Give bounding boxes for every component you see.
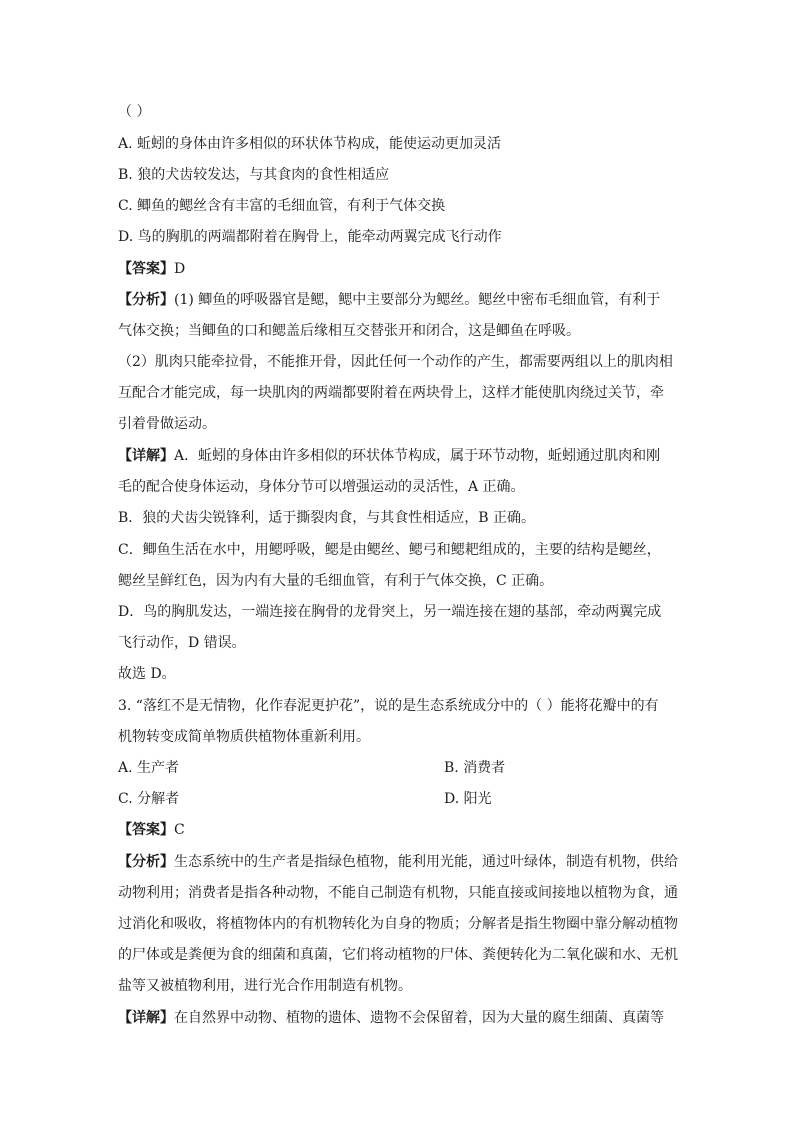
option-c: C. 分解者 — [118, 791, 180, 807]
analysis-line — [118, 853, 678, 871]
answer-value: C — [174, 822, 185, 838]
analysis-text: 过消化和吸收，将植物体内的有机物转化为自身的物质；分解者是指生物圈中靠分解动植物 — [118, 916, 678, 932]
analysis-line — [118, 291, 660, 309]
option-b: B. 消费者 — [444, 760, 506, 776]
analysis-text: 生态系统中的生产者是指绿色植物，能利用光能，通过叶绿体，制造有机物，供给 — [174, 854, 678, 870]
detail-label: 【详解】 — [118, 448, 174, 464]
answer-line — [118, 260, 185, 278]
detail-text: C．鲫鱼生活在水中，用鳃呼吸，鳃是由鳃丝、鳃弓和鳃耙组成的，主要的结构是鳃丝， — [118, 542, 661, 558]
analysis-text: 互配合才能完成，每一块肌肉的两端都要附着在两块骨上，这样才能使肌肉绕过关节，牵 — [118, 385, 664, 401]
question-stem: 3. “落红不是无情物，化作春泥更护花”，说的是生态系统成分中的（ ）能将花瓣中的有 — [118, 698, 659, 714]
analysis-text: 盐等又被植物利用，进行光合作用制造有机物。 — [118, 978, 412, 994]
detail-label: 【详解】 — [118, 1010, 174, 1026]
analysis-text: 引着骨做运动。 — [118, 416, 216, 432]
answer-line — [118, 821, 185, 839]
option-d: D. 阳光 — [444, 791, 492, 807]
option-c: C. 鲫鱼的鳃丝含有丰富的毛细血管，有利于气体交换 — [118, 198, 446, 214]
detail-text: 毛的配合使身体运动，身体分节可以增强运动的灵活性，A 正确。 — [118, 479, 525, 495]
detail-text: D．鸟的胸肌发达，一端连接在胸骨的龙骨突上，另一端连接在翅的基部，牵动两翼完成 — [118, 604, 662, 620]
analysis-label: 【分析】 — [118, 292, 174, 308]
detail-text: A．蚯蚓的身体由许多相似的环状体节构成，属于环节动物，蚯蚓通过肌肉和刚 — [174, 448, 661, 464]
detail-text: 在自然界中动物、植物的遗体、遗物不会保留着，因为大量的腐生细菌、真菌等 — [174, 1010, 664, 1026]
analysis-text: 气体交换；当鲫鱼的口和鳃盖后缘相互交替张开和闭合，这是鲫鱼在呼吸。 — [118, 323, 580, 339]
analysis-text: (1) 鲫鱼的呼吸器官是鳃，鳃中主要部分为鳃丝。鳃丝中密布毛细血管，有利于 — [174, 292, 661, 308]
conclusion: 故选 D。 — [118, 666, 176, 682]
option-b: B. 狼的犬齿较发达，与其食肉的食性相适应 — [118, 167, 390, 183]
question-paren: （ ） — [118, 104, 151, 120]
analysis-text: 动物利用；消费者是指各种动物，不能自己制造有机物，只能直接或间接地以植物为食，通 — [118, 885, 678, 901]
answer-label: 【答案】 — [118, 822, 174, 838]
answer-value: D — [174, 261, 186, 277]
analysis-text: （2）肌肉只能牵拉骨，不能推开骨，因此任何一个动作的产生，都需要两组以上的肌肉相 — [118, 354, 673, 370]
analysis-text: 的尸体或是粪便为食的细菌和真菌，它们将动植物的尸体、粪便转化为二氧化碳和水、无机 — [118, 947, 678, 963]
detail-line — [118, 447, 660, 465]
detail-line — [118, 1009, 664, 1027]
option-a: A. 生产者 — [118, 760, 180, 776]
answer-label: 【答案】 — [118, 261, 174, 277]
analysis-label: 【分析】 — [118, 854, 174, 870]
option-d: D. 鸟的胸肌的两端都附着在胸骨上，能牵动两翼完成飞行动作 — [118, 229, 502, 245]
detail-text: 鳃丝呈鲜红色，因为内有大量的毛细血管，有利于气体交换，C 正确。 — [118, 573, 554, 589]
option-a: A. 蚯蚓的身体由许多相似的环状体节构成，能使运动更加灵活 — [118, 136, 502, 152]
question-stem: 机物转变成简单物质供植物体重新利用。 — [118, 729, 370, 745]
detail-text: B．狼的犬齿尖锐锋利，适于撕裂肉食，与其食性相适应，B 正确。 — [118, 510, 536, 526]
detail-text: 飞行动作，D 错误。 — [118, 635, 246, 651]
